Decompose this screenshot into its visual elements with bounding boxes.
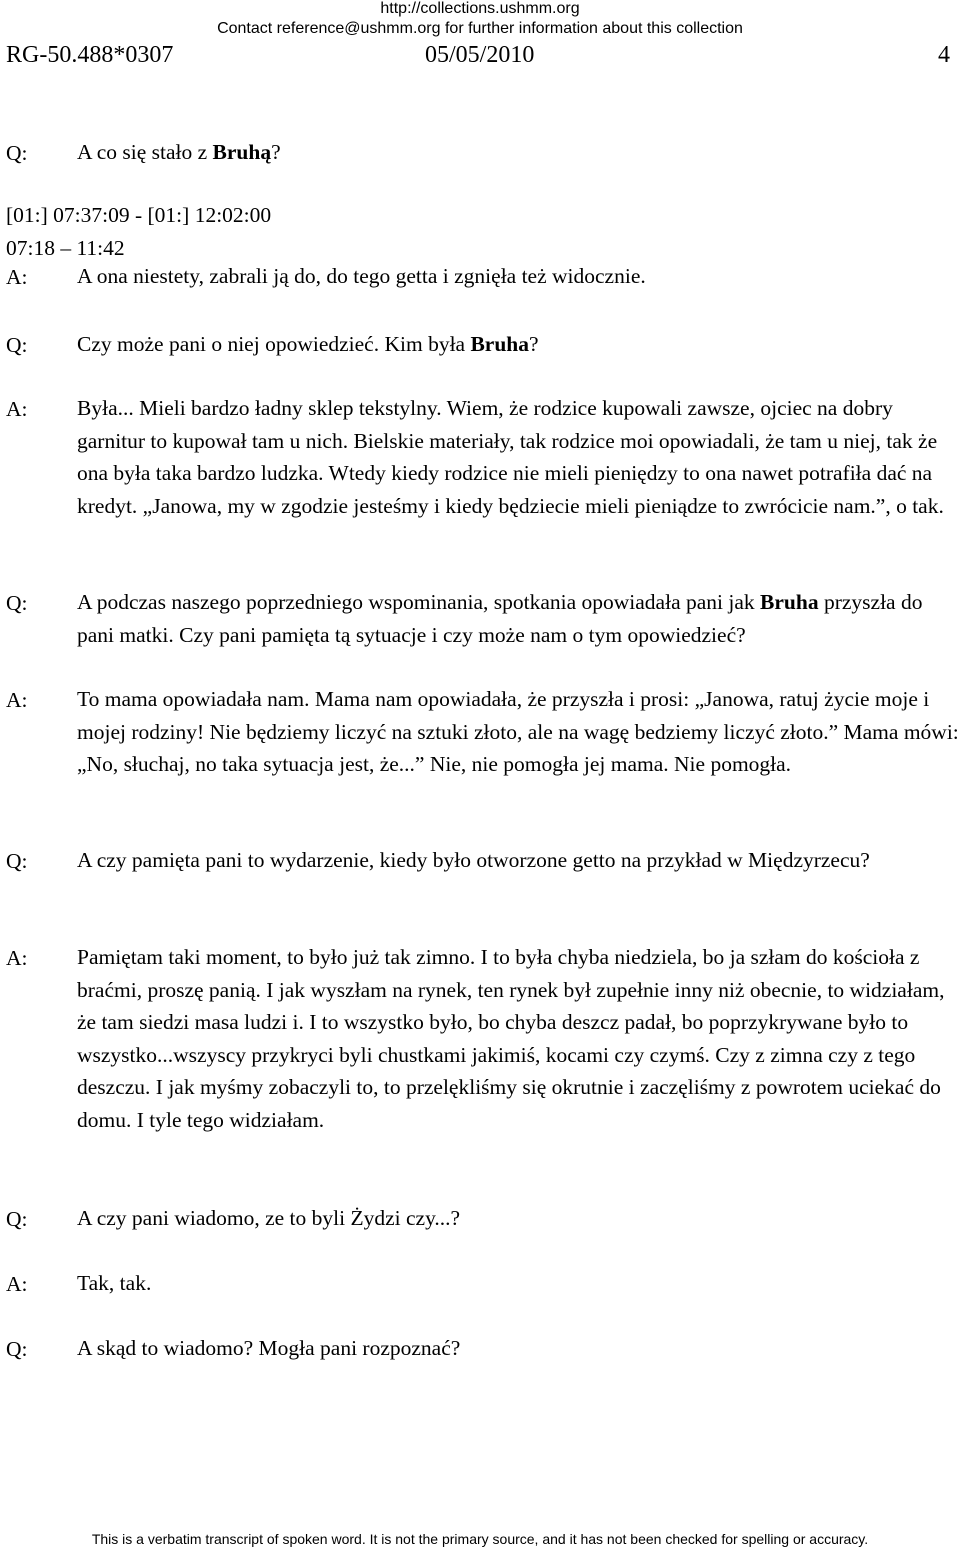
utterance-text [77, 1332, 960, 1365]
text-run: A czy pani wiadomo, ze to byli Żydzi czy...? [77, 1206, 461, 1230]
text-run: A co się stało z [77, 140, 213, 164]
reference-number: RG-50.488*0307 [6, 42, 174, 68]
document-date: 05/05/2010 [425, 42, 535, 68]
footer-disclaimer: This is a verbatim transcript of spoken word. It is not the primary source, and it has not been checked for spelling or accuracy. [91, 1531, 869, 1547]
text-run: ? [529, 332, 539, 356]
text-run: Pamiętam taki moment, to było już tak zimno. I to była chyba niedziela, bo ja szłam do kościoła z braćmi, proszę panią. I jak wyszłam na rynek, ten rynek był zupełnie inny niż obecnie, to widziałam, że tam siedzi masa ludzi i. I to wszystko było, bo chyba deszcz padał, bo poprzykrywane było to wszystko...wszyscy przykryci byli chustkami jakimiś, kocami czy czymś. Czy z zimna czy z tego deszczu. I jak myśmy zobaczyli to, to przelękliśmy się okrutnie i zaczęliśmy z powrotem uciekać do domu. I tyle tego widziałam. [77, 945, 945, 1132]
timecode-line: 07:18 – 11:42 [6, 236, 125, 260]
speaker-label: A: [6, 397, 28, 421]
page-number: 4 [938, 42, 950, 68]
utterance-text [77, 1202, 960, 1235]
speaker-label: A: [6, 688, 28, 712]
utterance-text [77, 136, 960, 169]
utterance-text [77, 392, 960, 522]
header-contact: Contact reference@ushmm.org for further information about this collection [217, 20, 743, 37]
speaker-label: Q: [6, 333, 28, 357]
speaker-label: Q: [6, 591, 28, 615]
utterance-text [77, 941, 960, 1136]
utterance-text [77, 1267, 960, 1300]
utterance-text [77, 328, 960, 361]
text-run: A ona niestety, zabrali ją do, do tego getta i zgnięła też widocznie. [77, 264, 646, 288]
text-run: A czy pamięta pani to wydarzenie, kiedy było otworzone getto na przykład w Międzyrzecu? [77, 848, 870, 872]
text-run: Była... Mieli bardzo ładny sklep tekstylny. Wiem, że rodzice kupowali zawsze, ojciec na dobry garnitur to kupował tam u nich. Bielskie materiały, tak rodzice moi opowiadali, że tam u niej, tak że ona była taka bardzo ludzka. Wtedy kiedy rodzice nie mieli pieniędzy to ona nawet potrafiła dać na kredyt. „Janowa, my w zgodzie jesteśmy i kiedy będziecie mieli pieniądze to zwrócicie nam.”, o tak. [77, 396, 944, 518]
speaker-label: Q: [6, 1207, 28, 1231]
timecode-line: [01:] 07:37:09 - [01:] 12:02:00 [6, 203, 272, 227]
text-run: A podczas naszego poprzedniego wspominania, spotkania opowiadała pani jak [77, 590, 761, 614]
text-run: Czy może pani o niej opowiedzieć. Kim była [77, 332, 471, 356]
speaker-label: A: [6, 265, 28, 289]
emphasized-name: Bruhą [212, 140, 272, 164]
utterance-text [77, 260, 960, 293]
emphasized-name: Bruha [470, 332, 530, 356]
utterance-text [77, 586, 960, 651]
header-url: http://collections.ushmm.org [380, 0, 580, 17]
speaker-label: Q: [6, 141, 28, 165]
text-run: To mama opowiadała nam. Mama nam opowiadała, że przyszła i prosi: „Janowa, ratuj życie moje i mojej rodziny! Nie będziemy liczyć na sztuki złoto, ale na wagę bedziemy liczyć złoto.” Mama mówi: „No, słuchaj, no taka sytuacja jest, że...” Nie, nie pomogła jej mama. Nie pomogła. [77, 687, 959, 776]
text-run: Tak, tak. [77, 1271, 152, 1295]
emphasized-name: Bruha [760, 590, 819, 614]
text-run: A skąd to wiadomo? Mogła pani rozpoznać? [77, 1336, 461, 1360]
text-run: przyszła do pani matki. Czy pani pamięta tą sytuacje i czy może nam o tym opowiedzieć? [77, 590, 923, 647]
speaker-label: A: [6, 1272, 28, 1296]
utterance-text [77, 683, 960, 781]
utterance-text [77, 844, 960, 877]
speaker-label: Q: [6, 849, 28, 873]
text-run: ? [271, 140, 281, 164]
speaker-label: A: [6, 946, 28, 970]
speaker-label: Q: [6, 1337, 28, 1361]
